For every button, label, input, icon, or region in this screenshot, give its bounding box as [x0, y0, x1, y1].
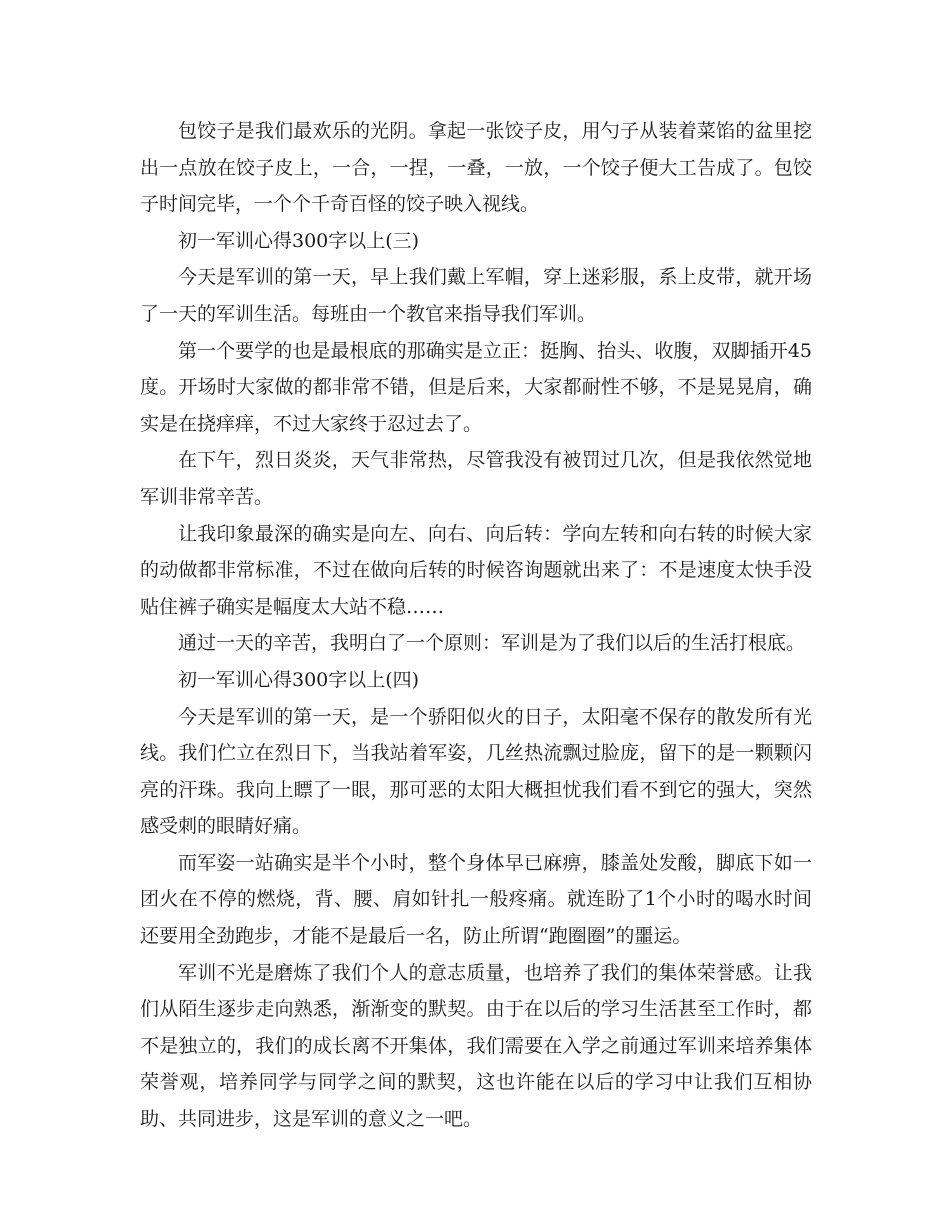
paragraph: 让我印象最深的确实是向左、向右、向后转：学向左转和向右转的时候大家的动做都非常标准，不过在做向后转的时候咨询题就出来了：不是速度太快手没贴住裤子确实是幅度太大站不稳……: [140, 522, 812, 618]
paragraph: 在下午，烈日炎炎，天气非常热，尽管我没有被罚过几次，但是我依然觉地军训非常辛苦。: [140, 449, 812, 508]
section-heading: 初一军训心得300字以上(三): [178, 229, 420, 252]
section-heading: 初一军训心得300字以上(四): [178, 668, 420, 691]
paragraph: 通过一天的辛苦，我明白了一个原则：军训是为了我们以后的生活打根底。: [178, 632, 806, 655]
paragraph: 今天是军训的第一天，早上我们戴上军帽，穿上迷彩服，系上皮带，就开场了一天的军训生活。每班由一个教官来指导我们军训。: [140, 266, 812, 325]
paragraph: 第一个要学的也是最根底的那确实是立正：挺胸、抬头、收腹，双脚插开45度。开场时大家做的都非常不错，但是后来，大家都耐性不够，不是晃晃肩，确实是在挠痒痒，不过大家终于忍过去了。: [140, 339, 812, 435]
paragraph: 今天是军训的第一天，是一个骄阳似火的日子，太阳毫不保存的散发所有光线。我们伫立在烈日下，当我站着军姿，几丝热流飘过脸庞，留下的是一颗颗闪亮的汗珠。我向上瞟了一眼，那可恶的太阳大概担忧我们看不到它的强大，突然感受刺的眼睛好痛。: [140, 705, 812, 838]
document-body: [140, 113, 812, 1138]
paragraph: 军训不光是磨炼了我们个人的意志质量，也培养了我们的集体荣誉感。让我们从陌生逐步走向熟悉，渐渐变的默契。由于在以后的学习生活甚至工作时，都不是独立的，我们的成长离不开集体，我们需要在入学之前通过军训来培养集体荣誉观，培养同学与同学之间的默契，这也许能在以后的学习中让我们互相协助、共同进步，这是军训的意义之一吧。: [140, 961, 812, 1131]
paragraph: 而军姿一站确实是半个小时，整个身体早已麻痹，膝盖处发酸，脚底下如一团火在不停的燃烧，背、腰、肩如针扎一般疼痛。就连盼了1个小时的喝水时间还要用全劲跑步，才能不是最后一名，防止所谓“跑圈圈”的噩运。: [140, 851, 812, 948]
paragraph: 包饺子是我们最欢乐的光阴。拿起一张饺子皮，用勺子从装着菜馅的盆里挖出一点放在饺子皮上，一合，一捏，一叠，一放，一个饺子便大工告成了。包饺子时间完毕，一个个千奇百怪的饺子映入视线。: [140, 120, 812, 216]
